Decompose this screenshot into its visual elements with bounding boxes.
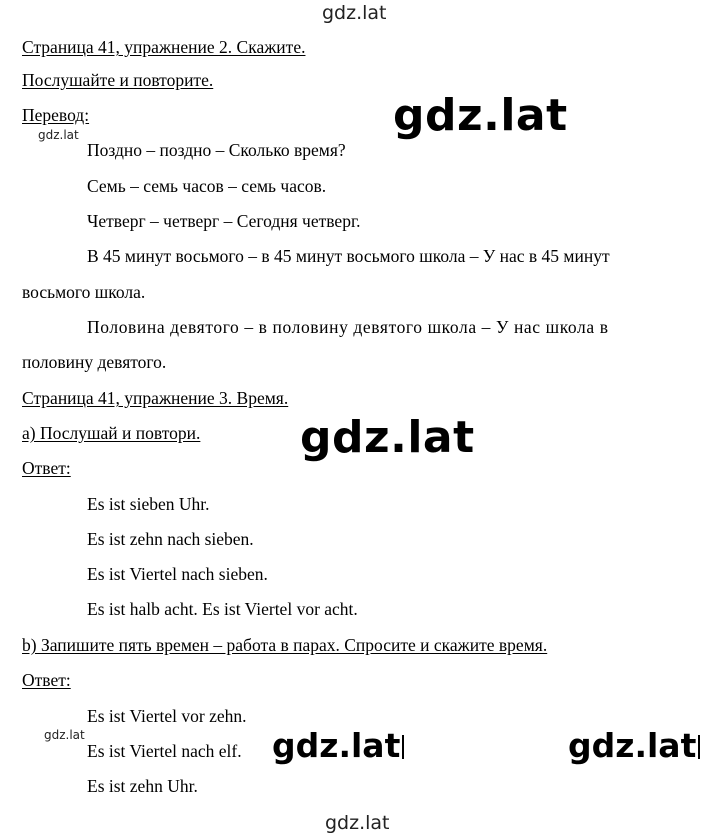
answer-b-line-3: Es ist zehn Uhr. xyxy=(87,776,198,796)
translation-line-5a: Половина девятого – в половину девятого школа – У нас школа в xyxy=(87,317,609,337)
answer-a-line-2: Es ist zehn nach sieben. xyxy=(87,529,254,549)
watermark-mid-1: gdz.lat xyxy=(272,726,404,765)
answer-label-2: Ответ: xyxy=(22,670,71,690)
heading-exercise-3: Страница 41, упражнение 3. Время. xyxy=(22,388,289,408)
watermark-large-1: gdz.lat xyxy=(393,90,568,141)
watermark-top: gdz.lat xyxy=(322,2,387,24)
answer-a-line-4: Es ist halb acht. Es ist Viertel vor acht. xyxy=(87,599,358,619)
heading-exercise-3a: а) Послушай и повтори. xyxy=(22,423,201,443)
translation-line-2: Семь – семь часов – семь часов. xyxy=(87,176,327,196)
answer-b-line-1: Es ist Viertel vor zehn. xyxy=(87,706,247,726)
answer-b-line-2: Es ist Viertel nach elf. xyxy=(87,741,242,761)
heading-exercise-3b: b) Запишите пять времен – работа в парах. Спросите и скажите время. xyxy=(22,635,548,655)
translation-line-3: Четверг – четверг – Сегодня четверг. xyxy=(87,211,361,231)
watermark-mid-2: gdz.lat xyxy=(568,726,700,765)
answer-label-1: Ответ: xyxy=(22,458,71,478)
watermark-small-1: gdz.lat xyxy=(38,128,79,142)
translation-line-4a: В 45 минут восьмого – в 45 минут восьмого школа – У нас в 45 минут xyxy=(87,246,610,266)
translation-line-5b: половину девятого. xyxy=(22,352,167,372)
heading-exercise-2: Страница 41, упражнение 2. Скажите. xyxy=(22,37,306,57)
watermark-small-2: gdz.lat xyxy=(44,728,85,742)
answer-a-line-1: Es ist sieben Uhr. xyxy=(87,494,210,514)
watermark-bottom: gdz.lat xyxy=(325,812,390,834)
translation-label: Перевод: xyxy=(22,105,90,125)
translation-line-1: Поздно – поздно – Сколько время? xyxy=(87,140,346,160)
heading-exercise-2-sub: Послушайте и повторите. xyxy=(22,70,214,90)
translation-line-4b: восьмого школа. xyxy=(22,282,146,302)
answer-a-line-3: Es ist Viertel nach sieben. xyxy=(87,564,268,584)
watermark-large-2: gdz.lat xyxy=(300,412,475,463)
